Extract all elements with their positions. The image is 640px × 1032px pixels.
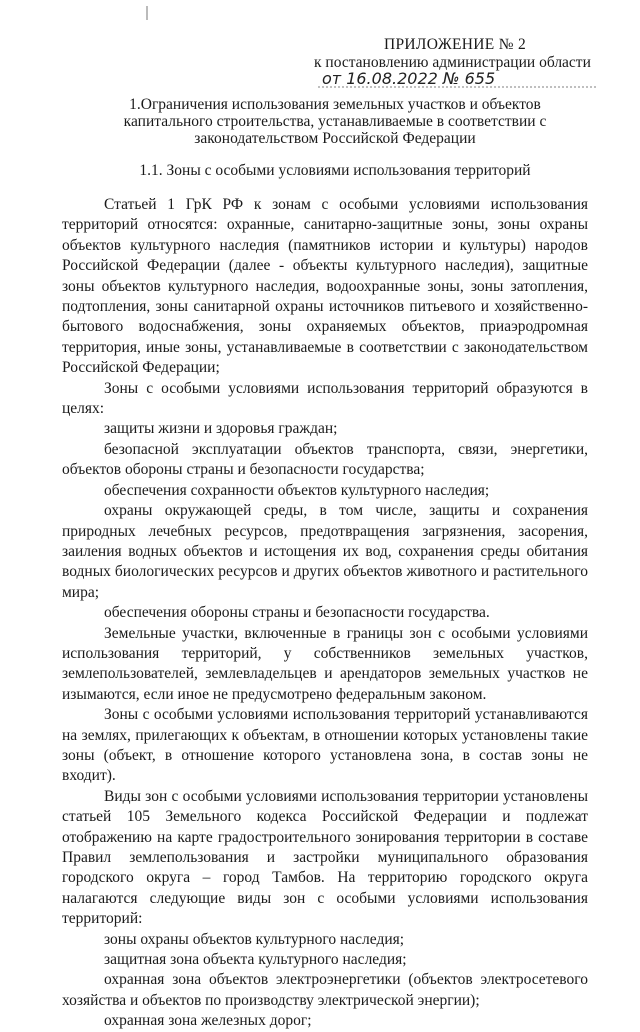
subsection-title: 1.1. Зоны с особыми условиями использования территорий [139, 162, 531, 179]
list-item: обеспечения сохранности объектов культурного наследия; [104, 481, 490, 499]
list-item: охранная зона железных дорог; [104, 1012, 312, 1030]
list-item: охраны окружающей среды, в том числе, защиты и сохранения природных лечебных ресурсов, предотвращения загрязнения, засорения, заиления водных объектов и истощения их вод, сохранения среды обитания водных биологических ресурсов и других объектов животного и растительного мира; [62, 502, 588, 601]
list-item: защиты жизни и здоровья граждан; [104, 420, 338, 438]
paragraph: Зоны с особыми условиями использования территорий образуются в целях: [62, 379, 588, 418]
list-item: защитная зона объекта культурного наследия; [104, 951, 407, 969]
paragraph: Статьей 1 ГрК РФ к зонам с особыми условиями использования территорий относятся: охранные, санитарно-защитные зоны, зоны охраны объектов культурного наследия (памятников истории и культуры) народов Российской Федерации (далее - объекты культурного наследия), защитные зоны объектов культурного наследия, водоохранные зоны, зоны затопления, подтопления, зоны санитарной охраны источников питьевого и хозяйственно-бытового водоснабжения, зоны охраняемых объектов, приаэродромная территория, иные зоны, устанавливаемые в соответствии с законодательством Российской Федерации; [62, 196, 588, 377]
section-title: 1.Ограничения использования земельных участков и объектов капитального строительства, устанавливаемые в соответствии с законодательством Российской Федерации [123, 96, 547, 147]
list-item: зоны охраны объектов культурного наследия; [104, 930, 405, 948]
list-item: охранная зона объектов электроэнергетики (объектов электросетевого хозяйства и объектов по производству электрической энергии); [62, 971, 588, 1009]
appendix-header [300, 36, 600, 72]
list-item: обеспечения обороны страны и безопасности государства. [104, 604, 490, 622]
appendix-subtitle: к постановлению администрации области [314, 54, 591, 71]
paragraph: Земельные участки, включенные в границы зон с особыми условиями использования территорий, у собственников земельных участков, землепользователей, землевладельцев и арендаторов земельных участков не изымаются, если иное не предусмотрено федеральным законом. [62, 624, 588, 703]
paragraph: Виды зон с особыми условиями использования территории установлены статьей 105 Земельного кодекса Российской Федерации и подлежат отображению на карте градостроительного зонирования территории в составе Правил землепользования и застройки муниципального образования городского округа – город Тамбов. На территорию городского округа налагаются следующие виды зон с особыми условиями использования территорий: [62, 787, 588, 928]
body-text [62, 195, 588, 1032]
scan-mark [146, 6, 148, 20]
list-item: безопасной эксплуатации объектов транспорта, связи, энергетики, объектов обороны страны и безопасности государства; [62, 440, 588, 479]
paragraph: Зоны с особыми условиями использования территорий устанавливаются на землях, прилегающих к объектам, в отношении которых установлены такие зоны (объект, в отношение которого установлена зона, в состав зоны не входит). [62, 706, 588, 785]
handwritten-date-number [318, 68, 598, 90]
appendix-title: ПРИЛОЖЕНИЕ № 2 [384, 36, 527, 53]
handwritten-date-text: от 16.08.2022 № 655 [322, 69, 496, 88]
